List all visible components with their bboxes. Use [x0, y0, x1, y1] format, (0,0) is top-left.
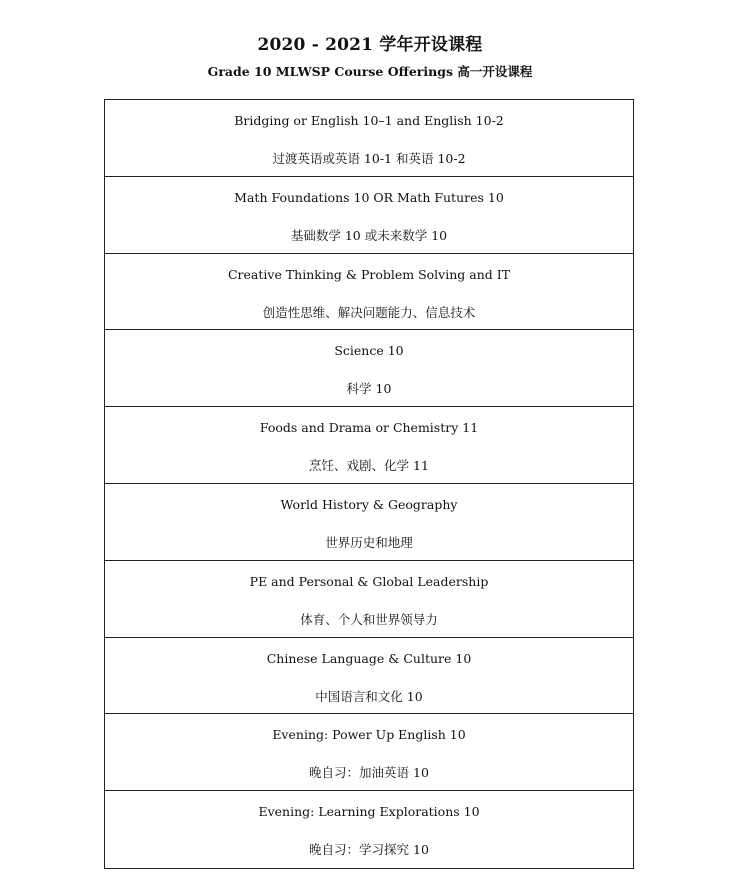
document-subtitle: Grade 10 MLWSP Course Offerings 高一开设课程: [207, 64, 533, 79]
course-name-zh: 晚自习：加油英语 10: [309, 765, 429, 781]
course-row-evening-explorations: [105, 791, 633, 868]
course-row-creative-thinking: [105, 254, 633, 331]
course-name-en: Evening: Learning Explorations 10: [258, 804, 480, 820]
course-name-zh: 基础数学 10 或未来数学 10: [290, 227, 448, 243]
course-name-zh: 烹饪、戏剧、化学 11: [309, 458, 429, 474]
course-name-en: World History & Geography: [280, 496, 458, 512]
course-row-evening-english: [105, 714, 633, 791]
course-row-english: [105, 100, 633, 177]
course-name-zh: 科学 10: [346, 381, 392, 397]
course-name-en: Foods and Drama or Chemistry 11: [259, 420, 479, 436]
course-row-history-geography: [105, 484, 633, 561]
course-name-en: Chinese Language & Culture 10: [266, 650, 472, 666]
document-title: 2020 - 2021 学年开设课程: [257, 35, 483, 55]
course-name-zh: 世界历史和地理: [325, 534, 413, 550]
course-name-en: PE and Personal & Global Leadership: [249, 573, 489, 589]
course-name-zh: 过渡英语或英语 10-1 和英语 10-2: [272, 151, 466, 166]
course-row-math: [105, 177, 633, 254]
course-name-en: Bridging or English 10–1 and English 10-2: [234, 113, 504, 128]
course-row-chinese-language: [105, 638, 633, 715]
course-name-zh: 中国语言和文化 10: [315, 688, 423, 704]
course-name-en: Evening: Power Up English 10: [272, 727, 466, 743]
course-name-en: Math Foundations 10 OR Math Futures 10: [234, 189, 504, 205]
course-row-science: [105, 330, 633, 407]
course-name-en: Creative Thinking & Problem Solving and IT: [227, 266, 511, 282]
course-row-foods-drama-chemistry: [105, 407, 633, 484]
course-name-zh: 体育、个人和世界领导力: [300, 611, 438, 627]
course-row-pe-leadership: [105, 561, 633, 638]
course-name-zh: 晚自习：学习探究 10: [309, 842, 429, 858]
course-name-zh: 创造性思维、解决问题能力、信息技术: [262, 304, 476, 320]
course-name-en: Science 10: [334, 343, 404, 359]
course-table: [104, 99, 634, 869]
